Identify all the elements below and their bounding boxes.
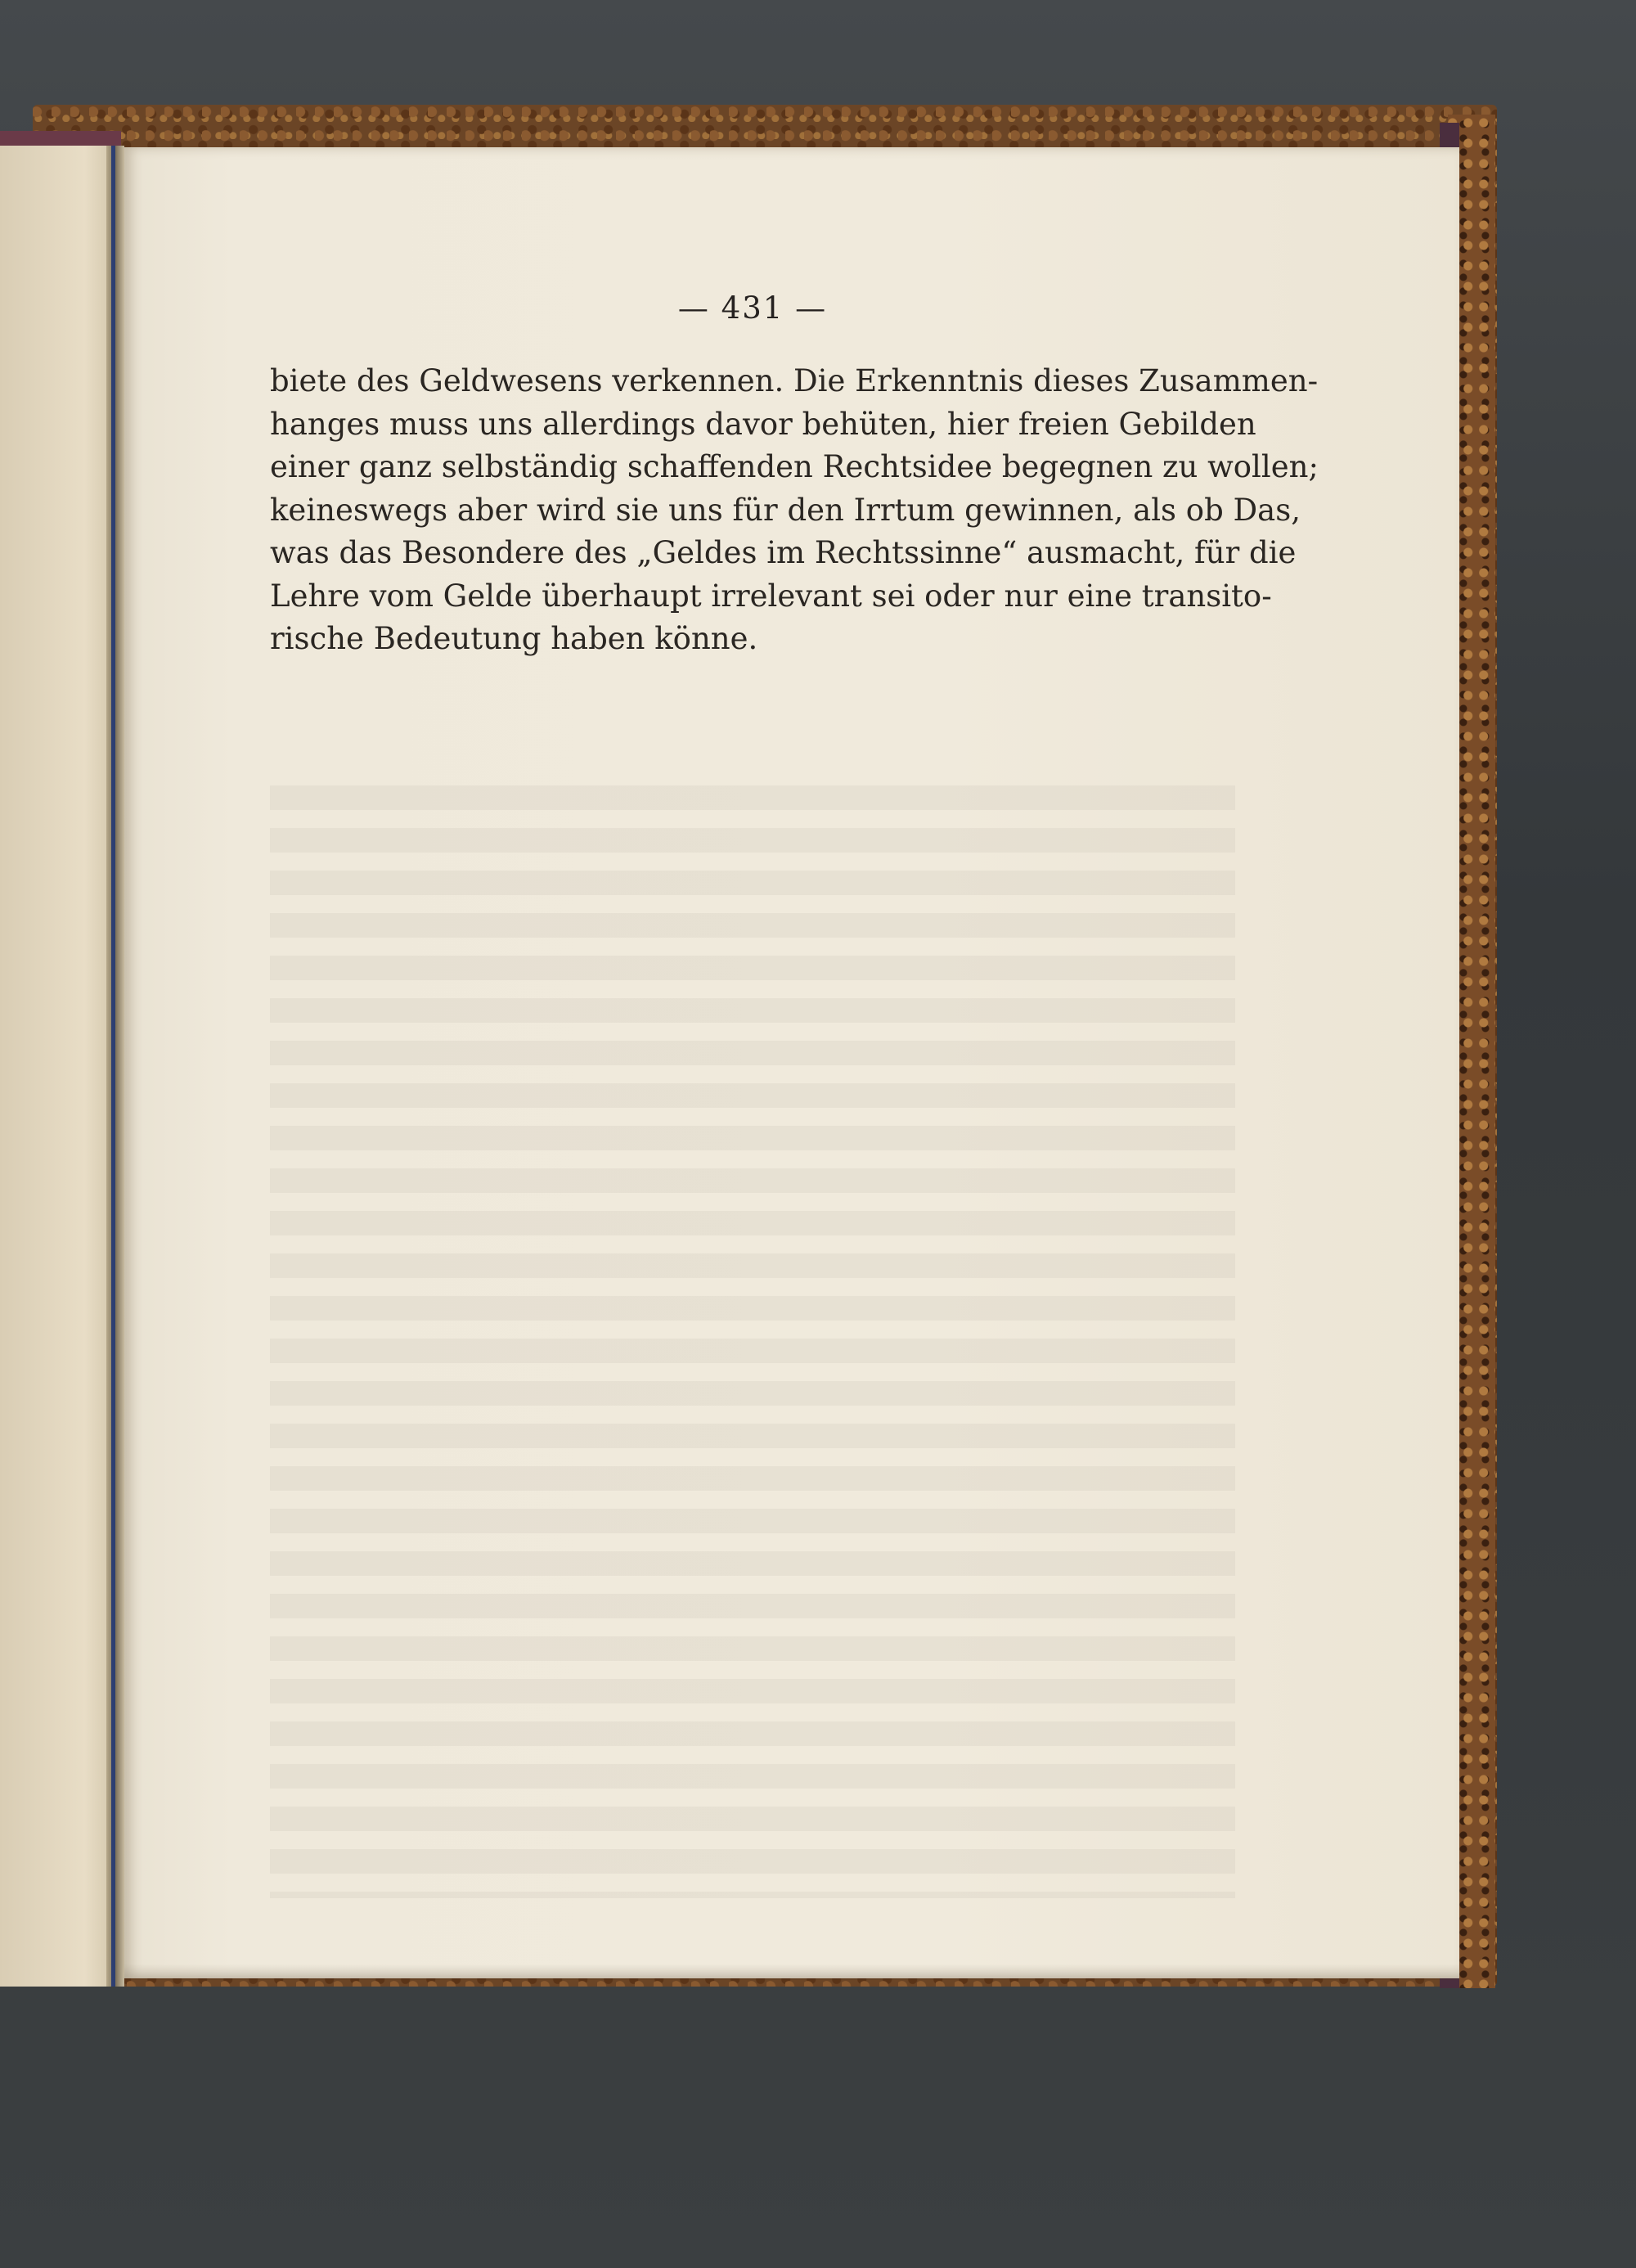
body-text [270,360,1319,661]
text-line: keineswegs aber wird sie uns für den Irrtum gewinnen, als ob Das, [270,492,1301,528]
text-line: Lehre vom Gelde überhaupt irrelevant sei oder nur eine transito- [270,578,1272,614]
book-gutter [106,146,124,1987]
text-line: biete des Geldwesens verkennen. Die Erkenntnis dieses Zusammen- [270,363,1319,398]
binding-thread [111,146,115,1987]
text-line: hanges muss uns allerdings davor behüten, hier freien Gebilden [270,406,1256,442]
page-bottom-shadow [124,1964,1459,1980]
text-line: was das Besondere des „Geldes im Rechtssinne“ ausmacht, für die [270,535,1297,570]
text-line: einer ganz selbständig schaffenden Rechtsidee begegnen zu wollen; [270,449,1319,484]
text-line: rische Bedeutung haben könne. [270,621,758,656]
left-page-edge [0,146,121,1987]
show-through-texture [270,785,1235,1898]
page-number: — 431 — [677,290,828,326]
